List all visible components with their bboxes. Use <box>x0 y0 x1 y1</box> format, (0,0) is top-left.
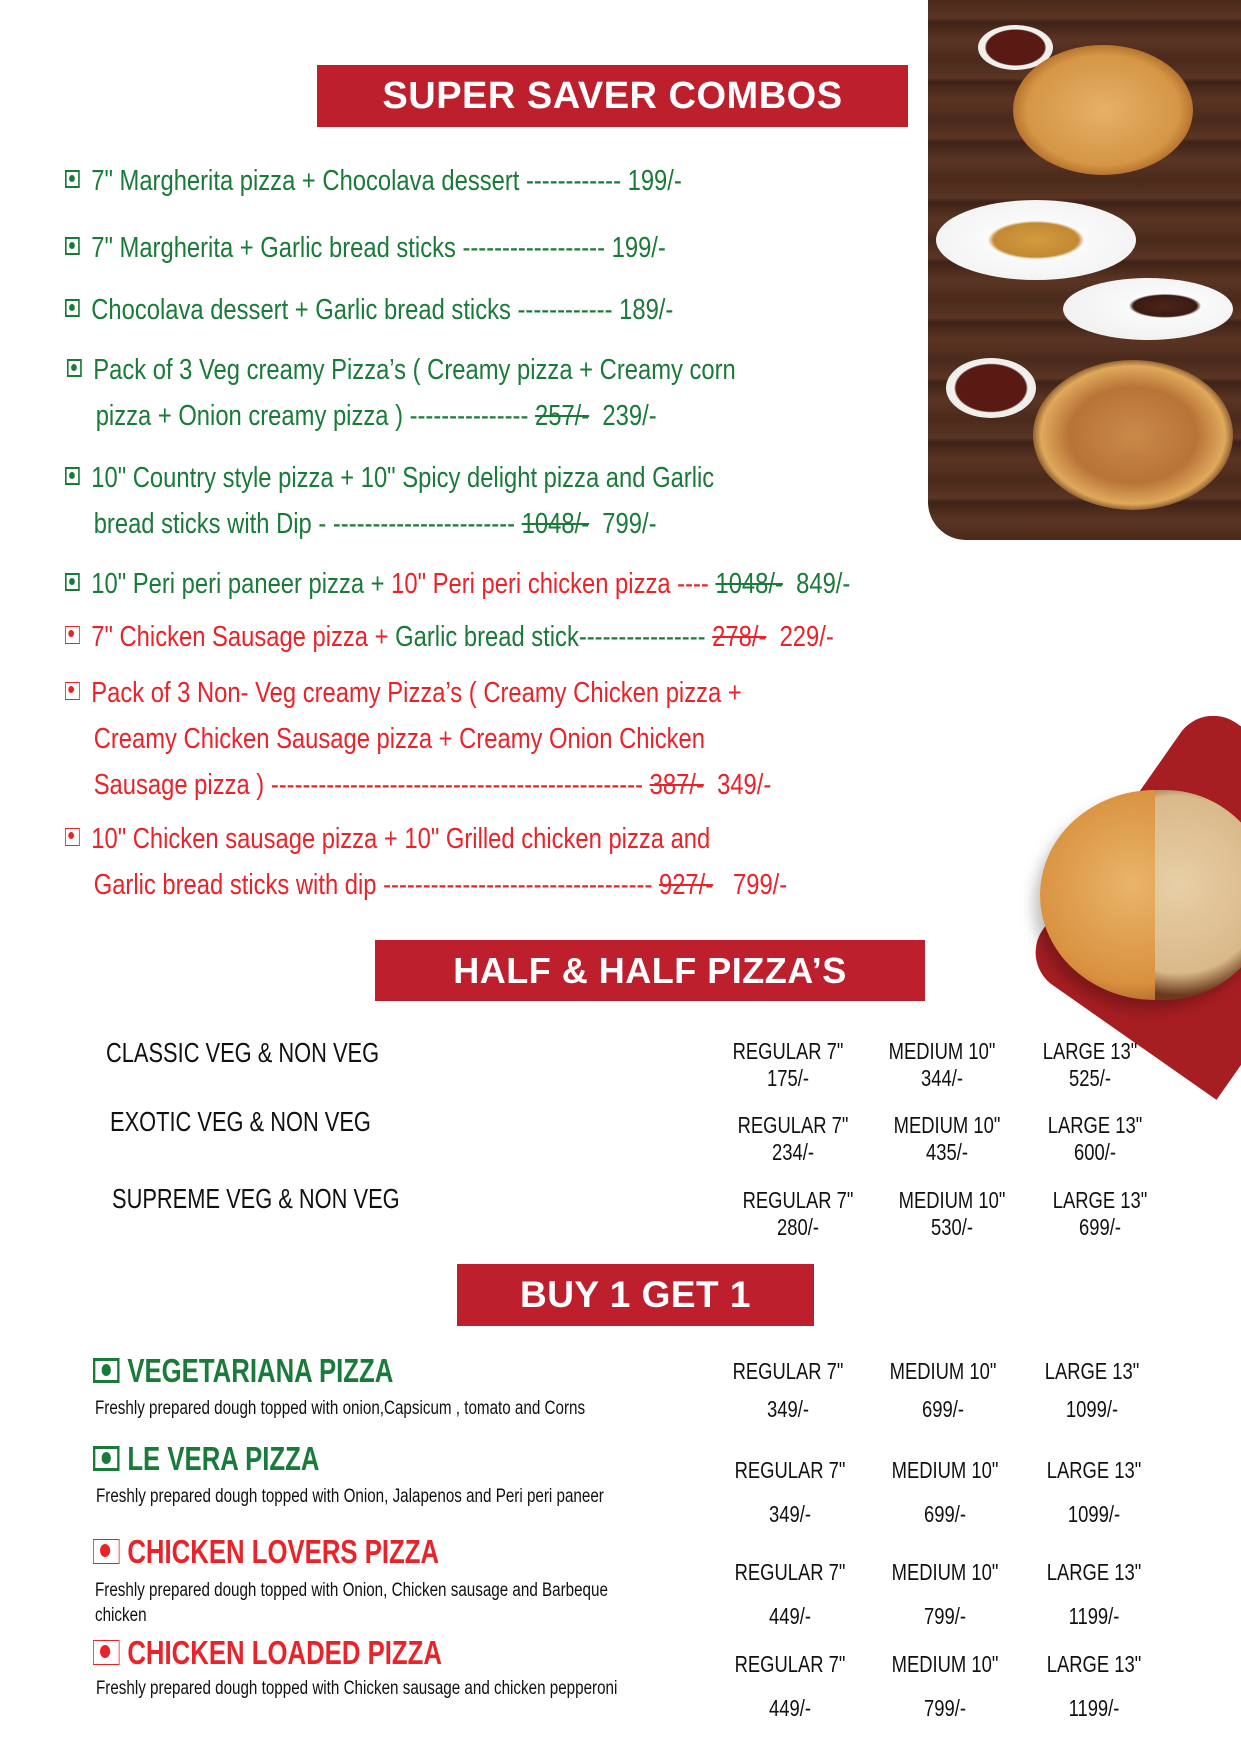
half-half-name: CLASSIC VEG & NON VEG <box>106 1037 380 1068</box>
veg-pizza-image <box>1013 45 1193 175</box>
combo-item: 10" Country style pizza + 10" Spicy delight pizza and Garlic bread sticks with Dip - ----------------------- 1048/- 799/- <box>65 455 714 547</box>
old-price: 1048/- <box>521 508 590 540</box>
price: 799/- <box>602 508 657 540</box>
combo-item: 7" Margherita + Garlic bread sticks ------------------ 199/- <box>65 225 666 271</box>
combo-item: 7" Chicken Sausage pizza + Garlic bread stick---------------- 278/- 229/- <box>65 614 834 660</box>
pizza-description: Freshly prepared dough topped with Onion, Chicken sausage and Barbeque chicken <box>95 1580 608 1626</box>
size-price-large: LARGE 13" 600/- <box>1047 1112 1143 1165</box>
old-price: 278/- <box>712 621 767 653</box>
size-price-medium: MEDIUM 10" 699/- <box>891 1457 999 1527</box>
old-price: 387/- <box>649 769 704 801</box>
size-price-regular: REGULAR 7" 449/- <box>734 1559 846 1629</box>
nonveg-mark-icon <box>65 682 80 700</box>
nonveg-mark-icon <box>93 1539 120 1564</box>
section-title: BUY 1 GET 1 <box>519 1274 751 1315</box>
size-price-large: LARGE 13" 1099/- <box>1044 1358 1140 1422</box>
size-price-large: LARGE 13" 525/- <box>1042 1038 1138 1091</box>
nonveg-mark-icon <box>93 1640 120 1665</box>
veg-mark-icon <box>65 467 80 485</box>
half-half-name: SUPREME VEG & NON VEG <box>112 1183 400 1214</box>
pizza-name: CHICKEN LOVERS PIZZA <box>93 1533 439 1571</box>
veg-mark-icon <box>67 359 82 377</box>
garlic-bread-plate-image <box>936 200 1136 280</box>
nonveg-mark-icon <box>65 828 80 846</box>
combo-item: Chocolava dessert + Garlic bread sticks ------------ 189/- <box>65 287 673 333</box>
food-photo-panel <box>928 0 1241 540</box>
chocolava-plate-image <box>1063 278 1233 340</box>
section-title: SUPER SAVER COMBOS <box>382 74 843 117</box>
chicken-pizza-image <box>1033 360 1233 510</box>
size-price-large: LARGE 13" 1199/- <box>1046 1651 1142 1721</box>
half-and-half-banner <box>375 940 925 1001</box>
combo-item: 10" Chicken sausage pizza + 10" Grilled chicken pizza and Garlic bread sticks with dip ---------------------------------- 927/- 799/- <box>65 816 787 908</box>
section-title: HALF & HALF PIZZA’S <box>453 949 847 991</box>
size-price-regular: REGULAR 7" 349/- <box>734 1457 846 1527</box>
veg-mark-icon <box>65 237 80 255</box>
old-price: 257/- <box>534 400 590 432</box>
size-price-regular: REGULAR 7" 175/- <box>732 1038 844 1091</box>
price: 239/- <box>602 400 657 432</box>
size-price-large: LARGE 13" 1099/- <box>1046 1457 1142 1527</box>
size-price-medium: MEDIUM 10" 344/- <box>888 1038 996 1091</box>
super-saver-combos-banner <box>317 65 908 127</box>
combo-item: Pack of 3 Non- Veg creamy Pizza’s ( Creamy Chicken pizza + Creamy Chicken Sausage pizza + Creamy Onion Chicken Sausage pizza ) ----------------------------------------------- 387/- 349/- <box>65 670 771 808</box>
size-price-large: LARGE 13" 699/- <box>1052 1187 1148 1240</box>
size-price-regular: REGULAR 7" 349/- <box>732 1358 844 1422</box>
price: 229/- <box>779 621 834 653</box>
buy-1-get-1-banner <box>457 1264 814 1326</box>
size-price-medium: MEDIUM 10" 435/- <box>893 1112 1001 1165</box>
veg-mark-icon <box>93 1358 120 1383</box>
size-price-medium: MEDIUM 10" 799/- <box>891 1651 999 1721</box>
pizza-name: VEGETARIANA PIZZA <box>93 1352 393 1390</box>
size-price-large: LARGE 13" 1199/- <box>1046 1559 1142 1629</box>
veg-mark-icon <box>65 170 80 188</box>
price: 849/- <box>796 568 851 600</box>
combo-item: Pack of 3 Veg creamy Pizza’s ( Creamy pizza + Creamy corn pizza + Onion creamy pizza ) --------------- 257/- 239/- <box>67 347 736 439</box>
size-price-medium: MEDIUM 10" 799/- <box>891 1559 999 1629</box>
nonveg-mark-icon <box>65 626 80 644</box>
old-price: 927/- <box>658 869 714 901</box>
pizza-name: CHICKEN LOADED PIZZA <box>93 1634 442 1672</box>
combo-item: 10" Peri peri paneer pizza + 10" Peri peri chicken pizza ---- 1048/- 849/- <box>65 561 850 607</box>
size-price-regular: REGULAR 7" 449/- <box>734 1651 846 1721</box>
dip-bowl-image-2 <box>946 358 1036 418</box>
size-price-regular: REGULAR 7" 280/- <box>742 1187 854 1240</box>
old-price: 1048/- <box>715 568 783 600</box>
pizza-name: LE VERA PIZZA <box>93 1440 319 1478</box>
pizza-description: Freshly prepared dough topped with Onion, Jalapenos and Peri peri paneer <box>96 1486 604 1507</box>
pizza-description: Freshly prepared dough topped with Chicken sausage and chicken pepperoni <box>96 1678 618 1699</box>
pizza-description: Freshly prepared dough topped with onion,Capsicum , tomato and Corns <box>95 1398 586 1419</box>
veg-mark-icon <box>93 1446 120 1471</box>
veg-mark-icon <box>65 573 80 591</box>
price: 799/- <box>733 869 788 901</box>
size-price-regular: REGULAR 7" 234/- <box>737 1112 849 1165</box>
half-half-name: EXOTIC VEG & NON VEG <box>110 1106 371 1137</box>
price: 349/- <box>717 769 772 801</box>
size-price-medium: MEDIUM 10" 530/- <box>898 1187 1006 1240</box>
size-price-medium: MEDIUM 10" 699/- <box>889 1358 997 1422</box>
veg-mark-icon <box>65 299 80 317</box>
combo-item: 7" Margherita pizza + Chocolava dessert ------------ 199/- <box>65 158 682 204</box>
